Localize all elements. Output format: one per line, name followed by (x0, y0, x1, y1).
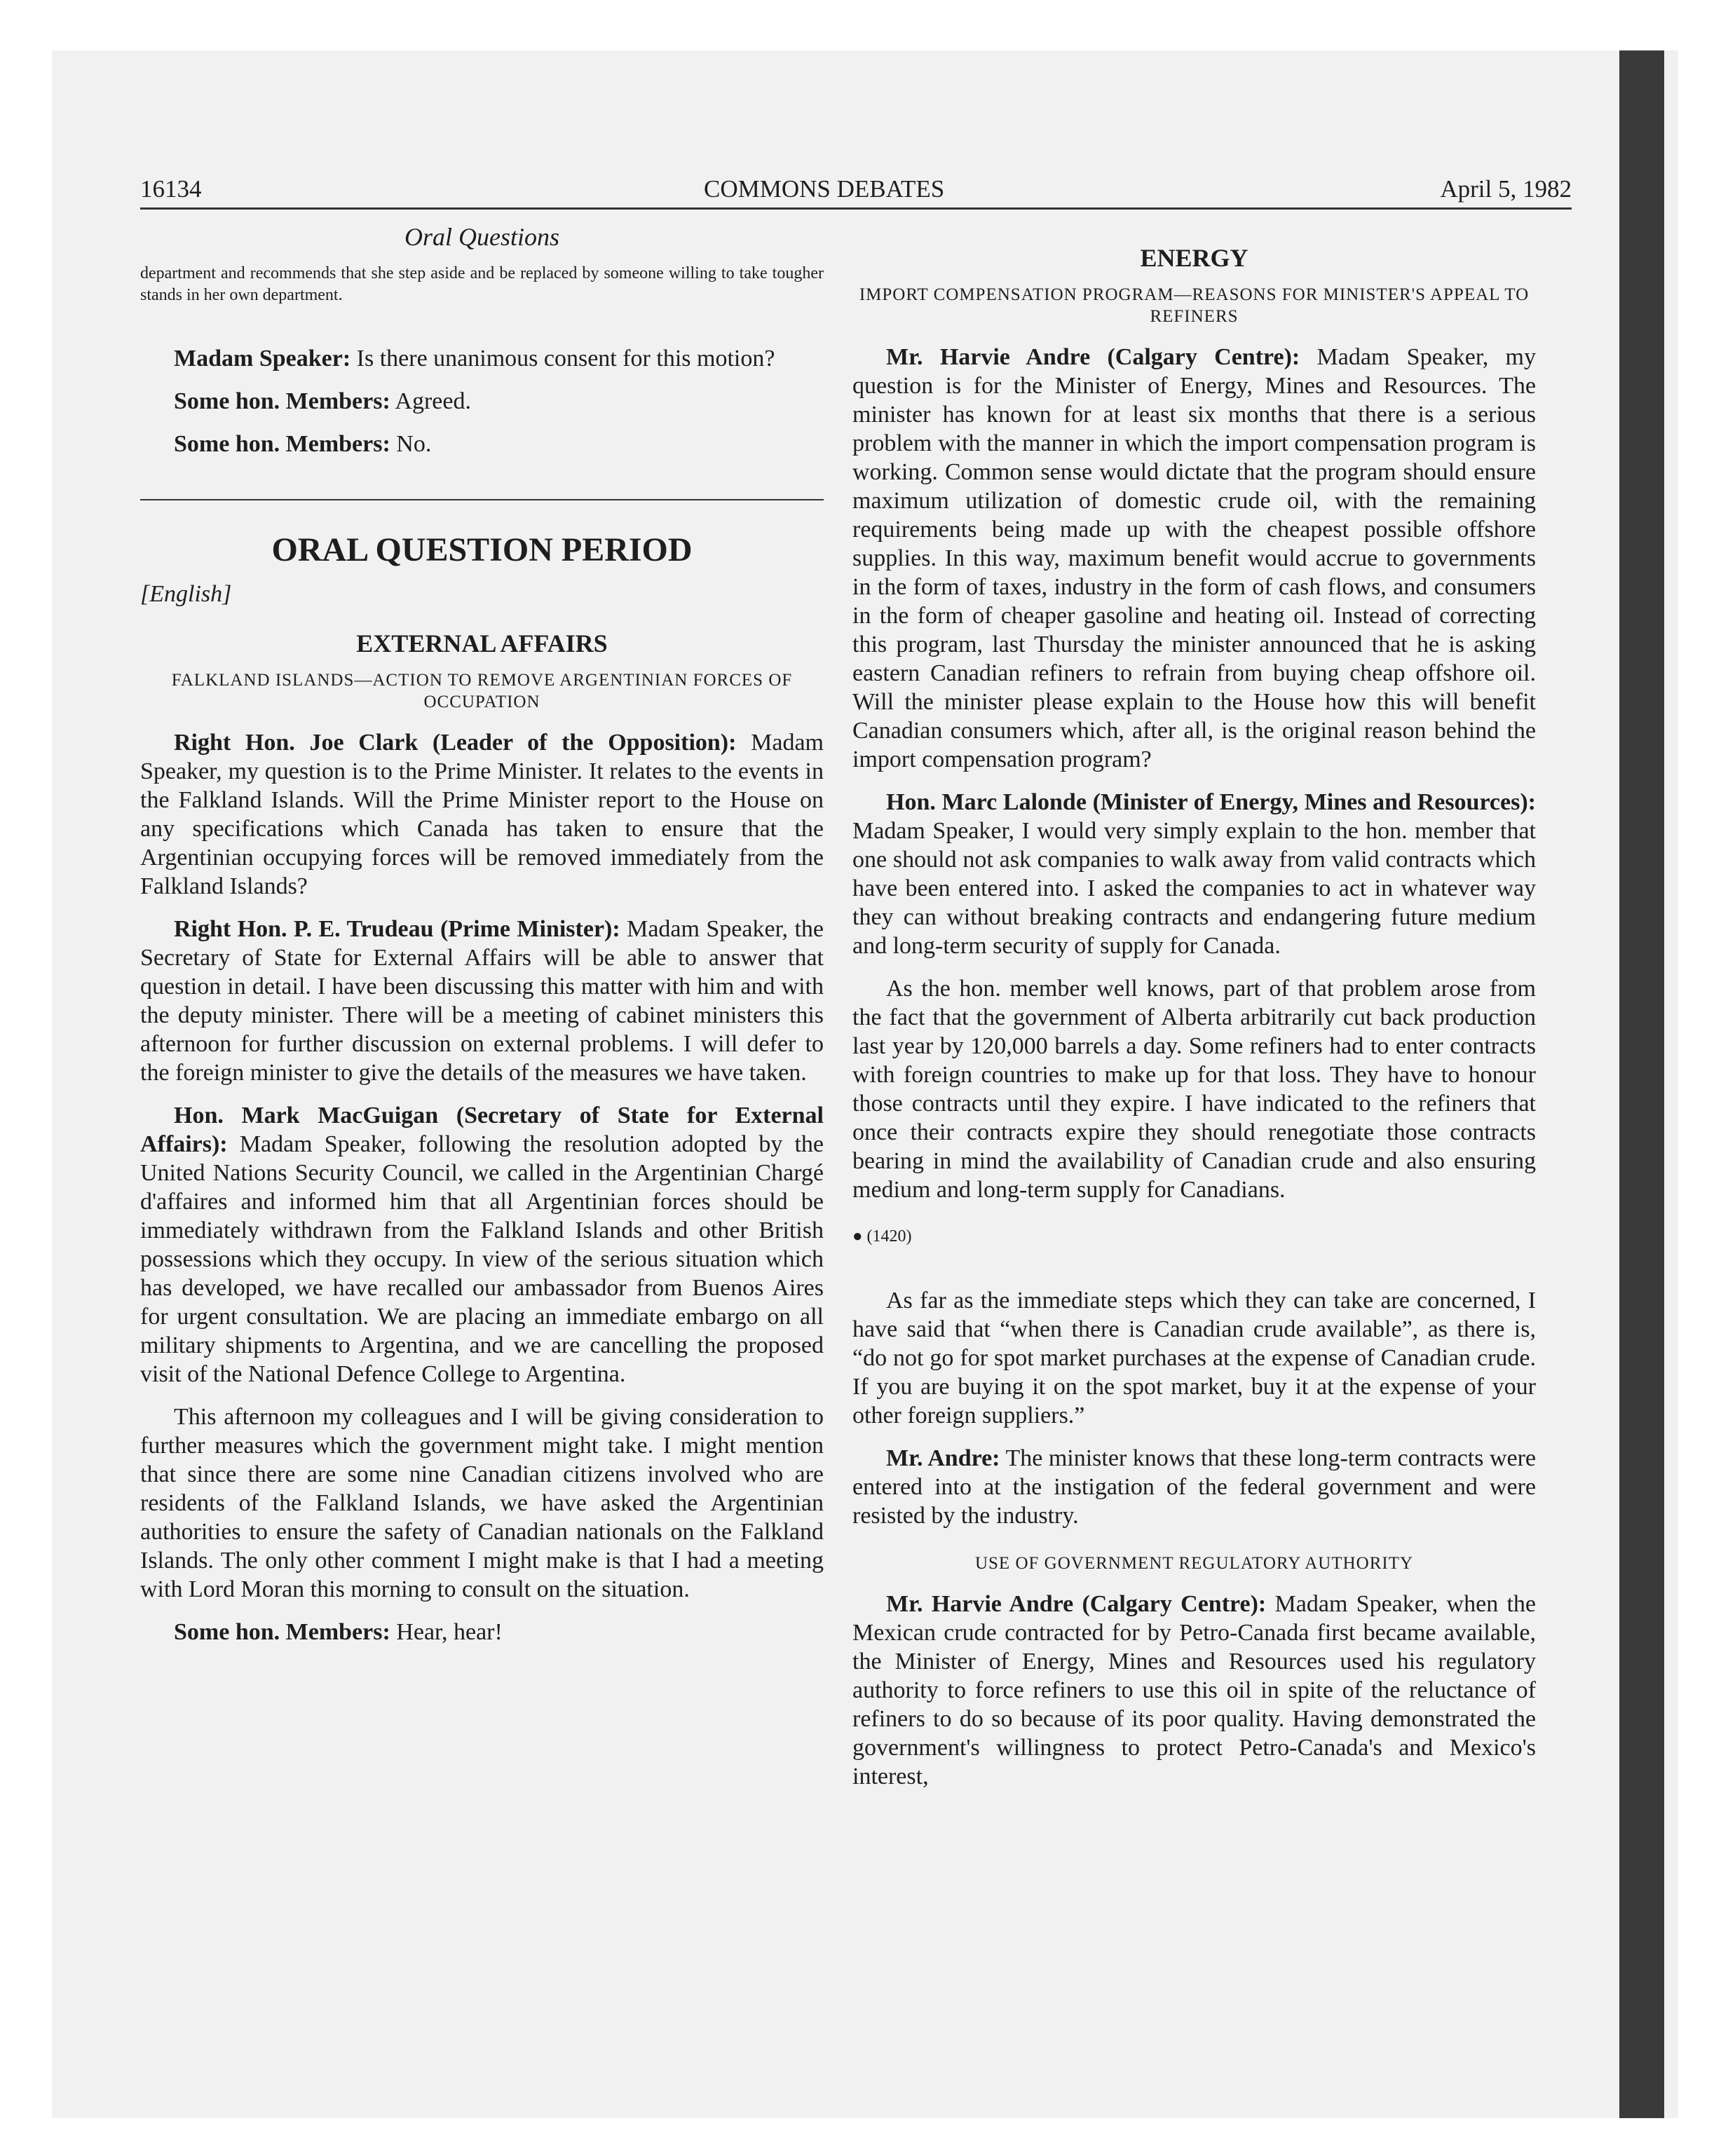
speaker-name: Some hon. Members: (174, 1619, 390, 1645)
speech-text: Madam Speaker, following the resolution adopted by the United Nations Security Council, we called in the Argentinian Chargé d'affaires and informed him that all Argentinian forces should be immediately withdrawn from the Falkland Islands and other British possessions which they occupy. In view of the serious situation which has developed, we have recalled our ambassador from Buenos Aires for urgent consultation. We are placing an immediate embargo on all military shipments to Argentina, and we are cancelling the proposed visit of the National Defence College to Argentina. (140, 1131, 824, 1387)
speech-text: Is there unanimous consent for this motion? (356, 346, 775, 371)
speaker-name: Some hon. Members: (174, 388, 390, 414)
time-marker: ● (1420) (852, 1227, 912, 1246)
speech-paragraph (140, 728, 824, 901)
speech-text: Hear, hear! (396, 1619, 503, 1645)
speech-text: Agreed. (395, 388, 471, 414)
speaker-name: Madam Speaker: (174, 346, 351, 371)
speech-paragraph (140, 915, 824, 1087)
speech-paragraph: As far as the immediate steps which they can take are concerned, I have said that “when there is Canadian crude available”, as there is, “do not go for spot market purchases at the expense of Canadian crude. If you are buying it on the spot market, buy it at the expense of your other foreign suppliers.” (852, 1288, 1536, 1428)
speech-text: The minister knows that these long-term contracts were entered into at the instigation of the federal government and were resisted by the industry. (852, 1445, 1536, 1529)
speaker-name: Mr. Harvie Andre (Calgary Centre): (886, 1591, 1267, 1617)
speaker-name: Right Hon. Joe Clark (Leader of the Opposition): (174, 730, 737, 756)
topic-heading: ENERGY (1140, 244, 1248, 272)
speaker-name: Hon. Marc Lalonde (Minister of Energy, Mines and Resources): (886, 789, 1536, 815)
speech-text: Madam Speaker, I would very simply explain to the hon. member that one should not ask companies to walk away from valid contracts which have been entered into. I asked the companies to act in whatever way they can without breaking contracts and endangering future medium and long-term security of supply for Canada. (852, 818, 1536, 959)
speaker-name: Mr. Harvie Andre (Calgary Centre): (886, 344, 1300, 370)
speaker-name: Right Hon. P. E. Trudeau (Prime Minister): (174, 916, 620, 942)
speaker-name: Hon. Mark MacGuigan (Secretary of State for External Affairs): (140, 1103, 824, 1157)
speech-paragraph (140, 344, 824, 373)
right-column (852, 223, 1536, 1805)
speech-text: Madam Speaker, my question is for the Minister of Energy, Mines and Resources. The minister has known for at least six months that there is a serious problem with the manner in which the import compensation program is working. Common sense would dictate that the program should ensure maximum utilization of domestic crude oil, with the remaining requirements being made up with the cheapest possible offshore supplies. In this way, maximum benefit would accrue to governments in the form of taxes, industry in the form of cash flows, and consumers in the form of cheaper gasoline and heating oil. Instead of correcting this program, last Thursday the minister announced that he is asking eastern Canadian refiners to refrain from buying cheap offshore oil. Will the minister please explain to the House how this will benefit Canadian consumers which, after all, is the original reason behind the import compensation program? (852, 344, 1537, 772)
speech-paragraph: This afternoon my colleagues and I will be giving consideration to further measures which the government might take. I might mention that since there are some nine Canadian citizens involved who are residents of the Falkland Islands, we have asked the Argentinian authorities to ensure the safety of Canadian nationals on the Falkland Islands. The only other comment I might make is that I had a meeting with Lord Moran this morning to consult on the situation. (140, 1404, 824, 1602)
section-divider (140, 499, 824, 500)
language-tag: [English] (140, 581, 232, 607)
speech-paragraph (852, 1444, 1536, 1530)
speaker-name: Mr. Andre: (886, 1445, 1000, 1471)
page-number: 16134 (140, 175, 202, 203)
scan-edge (1619, 50, 1664, 2118)
speech-text: Madam Speaker, when the Mexican crude contracted for by Petro-Canada first became available, the Minister of Energy, Mines and Resources used his regulatory authority to force refiners to use this oil in spite of the reluctance of refiners to do so because of its poor quality. Having demonstrated the government's willingness to protect Petro-Canada's and Mexico's interest, (852, 1591, 1537, 1789)
speech-text: Madam Speaker, the Secretary of State for External Affairs will be able to answer that question in detail. I have been discussing this matter with him and with the deputy minister. There will be a meeting of cabinet ministers this afternoon for further discussion on external problems. I will defer to the foreign minister to give the details of the measures we have taken. (140, 916, 824, 1086)
subtopic-heading: FALKLAND ISLANDS—ACTION TO REMOVE ARGENTINIAN FORCES OF OCCUPATION (171, 671, 793, 711)
speech-paragraph (852, 788, 1536, 960)
header-rule (140, 207, 1572, 210)
speech-paragraph (140, 1101, 824, 1389)
subtopic-heading: IMPORT COMPENSATION PROGRAM—REASONS FOR MINISTER'S APPEAL TO REFINERS (859, 285, 1530, 326)
speech-text: No. (396, 431, 432, 457)
speech-paragraph (852, 1590, 1536, 1791)
subtopic-heading: USE OF GOVERNMENT REGULATORY AUTHORITY (974, 1554, 1414, 1573)
speech-paragraph (140, 387, 824, 416)
speech-text: Madam Speaker, my question is to the Prime Minister. It relates to the events in the Falkland Islands. Will the Prime Minister report to the House on any specifications which Canada has taken to ensure that the Argentinian occupying forces will be removed immediately from the Falkland Islands? (140, 730, 824, 899)
publication-date: April 5, 1982 (1440, 175, 1572, 203)
speech-paragraph (140, 430, 824, 458)
left-column (140, 223, 824, 1660)
speech-paragraph (140, 1618, 824, 1646)
motion-text: department and recommends that she step aside and be replaced by someone willing to take tougher stands in her own department. (140, 264, 824, 304)
speech-paragraph (852, 343, 1536, 774)
speaker-name: Some hon. Members: (174, 431, 390, 457)
running-head: Oral Questions (404, 223, 559, 251)
section-title: ORAL QUESTION PERIOD (271, 531, 693, 568)
speech-paragraph: As the hon. member well knows, part of that problem arose from the fact that the government of Alberta arbitrarily cut back production last year by 120,000 barrels a day. Some refiners had to enter contracts with foreign countries to make up for that loss. They have to honour those contracts until they expire. I have indicated to the refiners that once their contracts expire they should renegotiate those contracts bearing in mind the availability of Canadian crude and also ensuring medium and long-term supply for Canadians. (852, 976, 1536, 1203)
publication-title: COMMONS DEBATES (704, 175, 945, 203)
topic-heading: EXTERNAL AFFAIRS (356, 629, 608, 657)
